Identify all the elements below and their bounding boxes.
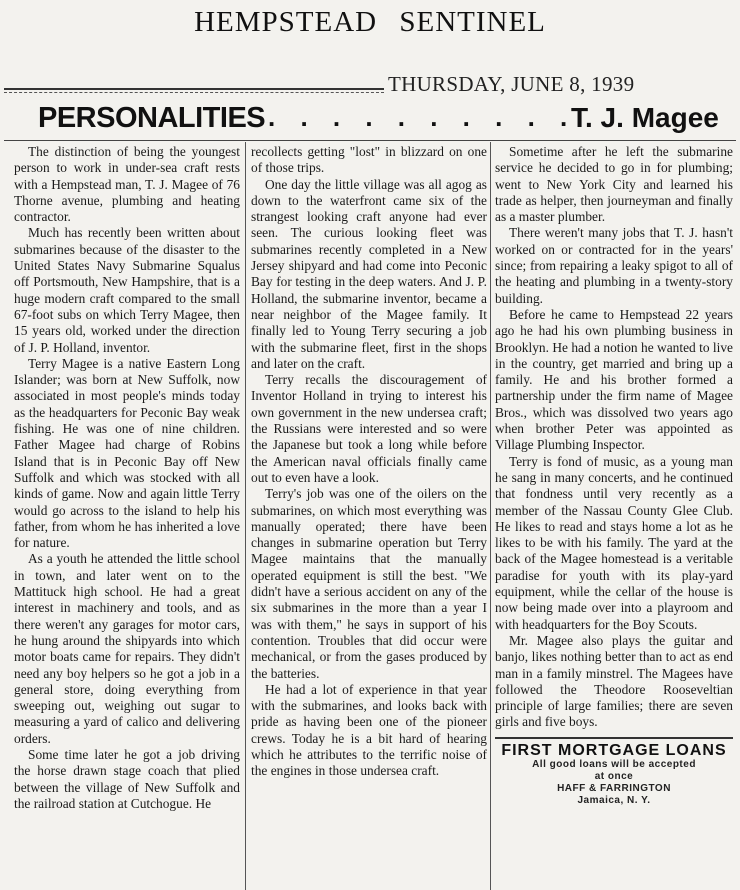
column-headline — [6, 102, 736, 138]
article-paragraph: One day the little village was all agog as down to the waterfront came six of the strangest looking craft anyone had ever seen. The curious looking fleet was submarines recently completed in a New Jersey shipyard and had come into Peconic Bay for testing in the deep waters. And J. P. Holland, the submarine inventor, became a near neighbor of the Magee family. It finally led to Young Terry securing a job with the submarine fleet, first in the shops and later on the craft. — [251, 176, 487, 371]
issue-date: THURSDAY, JUNE 8, 1939 — [388, 72, 635, 96]
ad-title: FIRST MORTGAGE LOANS — [501, 741, 727, 759]
article-column-1 — [14, 144, 240, 888]
article-paragraph: Terry recalls the discouragement of Inventor Holland in trying to interest his own government in the new undersea craft; the Russians were interested and so were the Japanese but took a long while before the American naval officials finally came out to even have a look. — [251, 372, 487, 485]
dateline — [0, 72, 740, 98]
ad-line: HAFF & FARRINGTON — [557, 782, 671, 794]
column-divider-2 — [490, 142, 491, 890]
dateline-rule — [4, 88, 384, 90]
article-paragraph: The distinction of being the youngest person to work in under-sea craft rests with a Hempstead man, T. J. Magee of 76 Thorne avenue, plumbing and heating contractor. — [14, 144, 240, 225]
headline-rule — [4, 140, 736, 141]
newspaper-masthead: HEMPSTEAD SENTINEL — [194, 6, 546, 38]
article-column-3 — [495, 144, 733, 888]
headline-author: T. J. Magee — [571, 102, 719, 133]
ad-line: at once — [594, 770, 634, 782]
ad-line: All good loans will be accepted — [532, 758, 696, 770]
article-paragraph: Mr. Magee also plays the guitar and banjo, likes nothing better than to act as end man in a family minstrel. The Magees have followed the Theodore Rooseveltian principle of large families; there are seven girls and five boys. — [495, 632, 733, 730]
column-divider-1 — [245, 142, 246, 890]
headline-title: PERSONALITIES — [38, 102, 266, 134]
article-paragraph: As a youth he attended the little school in town, and later went on to the Mattituck high school. He had a great interest in machinery and tools, and as there weren't any garages for motor cars, he hung around the shipyards into which motor boats came for repairs. They didn't need any boy helpers so he got a job in a general store, doing everything from sweeping out, weighing out sugar to measuring a yard of calico and delivering orders. — [14, 551, 240, 746]
article-paragraph: There weren't many jobs that T. J. hasn't worked on or contracted for in the years' since; from repairing a leaky spigot to all of the heating and plumbing in a twenty-story building. — [495, 225, 733, 306]
headline-leader-dots: . . . . . . . . . . — [268, 102, 577, 132]
article-paragraph: Terry Magee is a native Eastern Long Islander; was born at New Suffolk, now associated in most people's minds today as the headquarters for Peconic Bay weak fishing. He was one of nine children. Father Magee had charge of Robins Island that is in Peconic Bay off New Suffolk and which was stocked with all kinds of game. Now and again little Terry would go across to the island to help his father, from whom he has inherited a love for nature. — [14, 355, 240, 551]
article-paragraph: Much has recently been written about submarines because of the disaster to the United States Navy Submarine Squalus off Portsmouth, New Hampshire, that is a huge modern craft compared to the small 67-foot subs on which Terry Magee, then 15 years old, worked under the direction of J. P. Holland, inventor. — [14, 225, 240, 355]
article-paragraph: Sometime after he left the submarine service he decided to go in for plumbing; went to New York City and learned his trade as helper, then journeyman and finally as a master plumber. — [495, 144, 733, 225]
article-paragraph: Terry is fond of music, as a young man he sang in many concerts, and he continued that fondness until very recently as a member of the Nassau County Glee Club. He likes to read and stays home a lot as he likes to be with his family. The yard at the back of the Magee homestead is a veritable paradise for youth with its play-yard equipment, while the cellar of the house is now being made over into a playroom and with headquarters for the Boy Scouts. — [495, 453, 733, 632]
article-paragraph: Some time later he got a job driving the horse drawn stage coach that plied between the village of New Suffolk and the railroad station at Cutchogue. He — [14, 746, 240, 811]
article-paragraph: He had a lot of experience in that year with the submarines, and looks back with pride as having been one of the pioneer crews. Today he is a bit hard of hearing which he attributes to the terrific noise of the engines in those undersea craft. — [251, 681, 487, 779]
article-column-2 — [251, 144, 487, 888]
mortgage-loans-advertisement — [495, 737, 733, 807]
article-paragraph: Terry's job was one of the oilers on the submarines, on which most everything was manually operated; there have been changes in submarine operation but Terry Magee maintains that the manually operated equipment is still the best. "We didn't have a serious accident on any of the six submarines in the more than a year I was with them," he says in support of his contention. Troubles that did occur were mechanical, or from the gases produced by the batteries. — [251, 486, 487, 681]
ad-line: Jamaica, N. Y. — [577, 794, 651, 806]
dateline-rule-dashed — [4, 92, 384, 93]
article-paragraph: Before he came to Hempstead 22 years ago he had his own plumbing business in Brooklyn. He had a notion he wanted to live in the country, get married and bring up a family. He and his brother formed a partnership under the firm name of Magee Bros., which was dissolved two years ago when brother Peter was appointed as Village Plumbing Inspector. — [495, 306, 733, 453]
article-paragraph: recollects getting "lost" in blizzard on one of those trips. — [251, 144, 487, 176]
